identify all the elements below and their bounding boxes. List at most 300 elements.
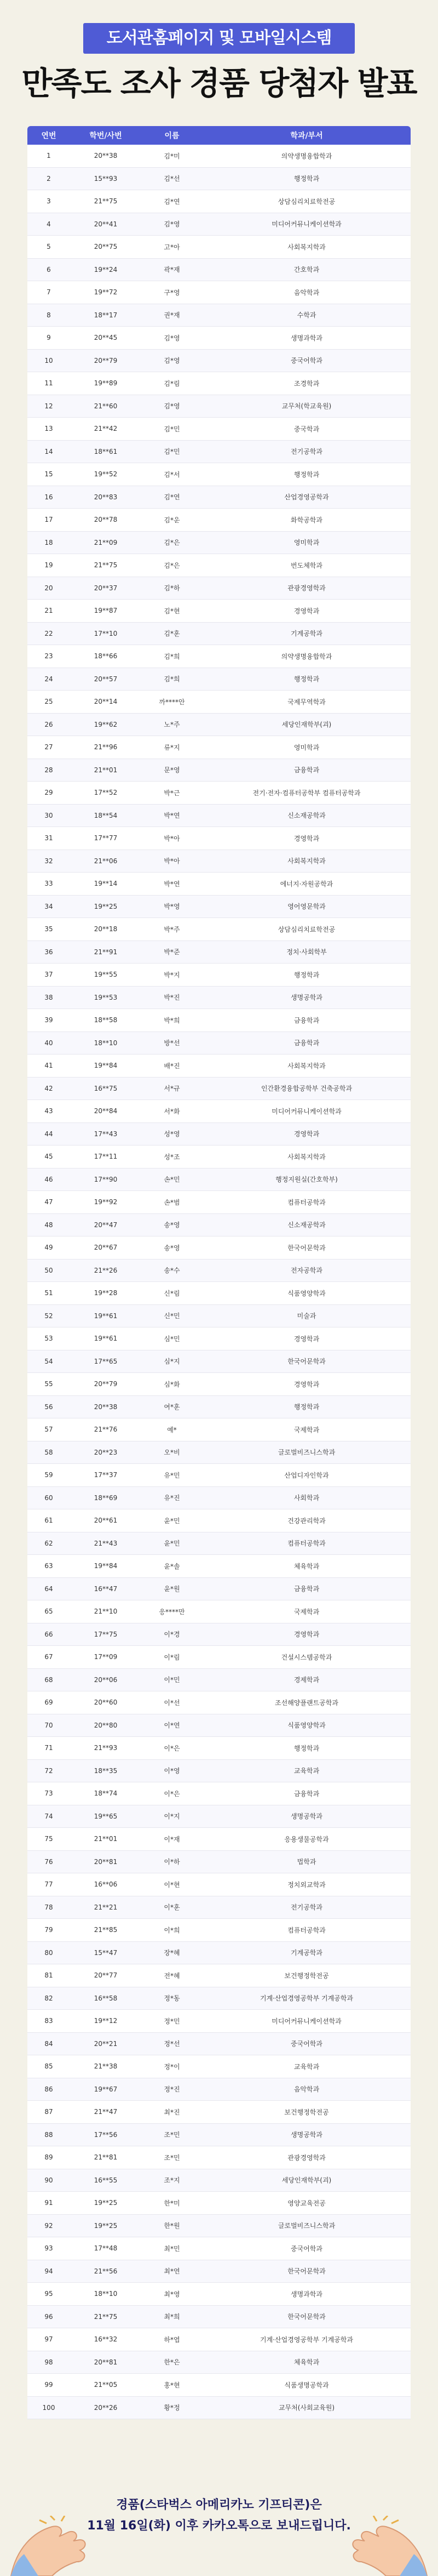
cell-department: 전기공학과	[203, 1896, 411, 1919]
cell-name: 유*진	[141, 1486, 203, 1509]
table-row	[27, 1668, 411, 1691]
table-row	[27, 395, 411, 418]
cell-department: 교육학과	[203, 1759, 411, 1782]
cell-department: 중국어학과	[203, 349, 411, 372]
table-row	[27, 213, 411, 236]
cell-name: 김*서	[141, 463, 203, 486]
cell-name: 류*지	[141, 736, 203, 759]
cell-number: 70	[27, 1714, 70, 1737]
page-subtitle: 도서관홈페이지 및 모바일시스템	[83, 23, 355, 54]
cell-student-id: 19**61	[70, 1327, 141, 1350]
cell-name: 이*재	[141, 1828, 203, 1851]
cell-department: 인간환경융합공학부 건축공학과	[203, 1077, 411, 1100]
cell-student-id: 20**81	[70, 1850, 141, 1873]
cell-name: 박*진	[141, 986, 203, 1009]
table-row	[27, 1964, 411, 1987]
cell-department: 행정지원실(간호학부)	[203, 1168, 411, 1191]
cell-number: 52	[27, 1304, 70, 1327]
cell-name: 이*하	[141, 1850, 203, 1873]
cell-department: 국제학과	[203, 1418, 411, 1441]
cell-name: 김*림	[141, 372, 203, 395]
cell-number: 99	[27, 2374, 70, 2397]
left-hand-icon	[11, 2516, 85, 2576]
cell-department: 체육학과	[203, 1555, 411, 1578]
cell-number: 14	[27, 440, 70, 463]
cell-number: 51	[27, 1282, 70, 1305]
cell-number: 45	[27, 1145, 70, 1169]
cell-student-id: 17**56	[70, 2123, 141, 2146]
cell-number: 77	[27, 1873, 70, 1896]
column-header-department: 학과/부서	[203, 126, 411, 145]
cell-number: 75	[27, 1828, 70, 1851]
cell-name: 정*진	[141, 2078, 203, 2101]
cell-name: 성*조	[141, 1145, 203, 1169]
cell-student-id: 20**83	[70, 486, 141, 509]
cell-name: 김*영	[141, 349, 203, 372]
cell-student-id: 20**18	[70, 918, 141, 941]
cell-name: 이*훈	[141, 1896, 203, 1919]
cell-department: 중국어학과	[203, 2237, 411, 2260]
cell-department: 미술과	[203, 1304, 411, 1327]
table-row	[27, 577, 411, 600]
cell-department: 법학과	[203, 1850, 411, 1873]
cell-name: 김*운	[141, 509, 203, 532]
cell-department: 정치·사회학부	[203, 941, 411, 964]
cell-name: 황*정	[141, 2396, 203, 2419]
cell-student-id: 17**77	[70, 827, 141, 850]
table-row	[27, 1418, 411, 1441]
table-row	[27, 531, 411, 554]
cell-number: 16	[27, 486, 70, 509]
cell-number: 67	[27, 1646, 70, 1669]
winners-table	[27, 126, 411, 2419]
cell-department: 생명공학과	[203, 2123, 411, 2146]
table-row	[27, 1259, 411, 1282]
cell-department: 금융학과	[203, 1031, 411, 1055]
cell-number: 41	[27, 1055, 70, 1078]
cell-student-id: 16**55	[70, 2169, 141, 2192]
cell-name: 송*수	[141, 1259, 203, 1282]
cell-department: 금융학과	[203, 1782, 411, 1805]
cell-department: 기계공학과	[203, 622, 411, 645]
cell-name: 박*연	[141, 873, 203, 896]
cell-student-id: 21**93	[70, 1737, 141, 1760]
cell-department: 미디어커뮤니케이션학과	[203, 2010, 411, 2033]
cell-number: 44	[27, 1122, 70, 1145]
right-hand-icon	[353, 2516, 427, 2576]
cell-student-id: 20**37	[70, 577, 141, 600]
cell-name: 이*은	[141, 1782, 203, 1805]
cell-department: 전기공학과	[203, 440, 411, 463]
cell-name: 최*영	[141, 2283, 203, 2306]
cell-student-id: 17**11	[70, 1145, 141, 1169]
table-row	[27, 258, 411, 281]
cell-student-id: 21**09	[70, 531, 141, 554]
cell-number: 37	[27, 964, 70, 987]
cell-student-id: 21**91	[70, 941, 141, 964]
cell-name: 이*민	[141, 1668, 203, 1691]
cell-department: 산업디자인학과	[203, 1464, 411, 1487]
cell-department: 경영학과	[203, 1122, 411, 1145]
cell-student-id: 17**48	[70, 2237, 141, 2260]
cell-name: 조*민	[141, 2123, 203, 2146]
cell-number: 34	[27, 895, 70, 918]
cell-name: 김*훈	[141, 622, 203, 645]
cell-number: 3	[27, 190, 70, 213]
cell-number: 66	[27, 1623, 70, 1646]
cell-department: 세당인재학부(괴)	[203, 713, 411, 736]
cell-department: 번도체학과	[203, 554, 411, 577]
cell-student-id: 16**75	[70, 1077, 141, 1100]
cell-student-id: 20**06	[70, 1668, 141, 1691]
cell-name: 한*미	[141, 2192, 203, 2215]
cell-student-id: 16**06	[70, 1873, 141, 1896]
cell-number: 63	[27, 1555, 70, 1578]
cell-student-id: 21**06	[70, 850, 141, 873]
cell-student-id: 19**25	[70, 2192, 141, 2215]
cell-department: 의약생명융합학과	[203, 145, 411, 167]
cell-student-id: 19**92	[70, 1191, 141, 1214]
cell-student-id: 18**58	[70, 1009, 141, 1032]
cell-name: 정*동	[141, 1987, 203, 2010]
cell-name: 이*선	[141, 1691, 203, 1714]
table-row	[27, 281, 411, 304]
cell-name: 신*림	[141, 1282, 203, 1305]
page-title: 만족도 조사 경품 당첨자 발표	[21, 65, 417, 102]
cell-department: 상담심리치료학전공	[203, 190, 411, 213]
cell-number: 27	[27, 736, 70, 759]
cell-department: 관광경영학과	[203, 2146, 411, 2169]
cell-student-id: 17**37	[70, 1464, 141, 1487]
table-row	[27, 1509, 411, 1532]
cell-number: 15	[27, 463, 70, 486]
cell-department: 의약생명융합학과	[203, 645, 411, 668]
cell-student-id: 21**75	[70, 190, 141, 213]
cell-student-id: 18**74	[70, 1782, 141, 1805]
cell-name: 송*영	[141, 1236, 203, 1259]
table-row	[27, 372, 411, 395]
cell-name: 최*민	[141, 2237, 203, 2260]
cell-number: 40	[27, 1031, 70, 1055]
cell-student-id: 19**84	[70, 1055, 141, 1078]
cell-number: 38	[27, 986, 70, 1009]
cell-name: 심*화	[141, 1373, 203, 1396]
cell-department: 생명과학과	[203, 327, 411, 350]
cell-number: 73	[27, 1782, 70, 1805]
cell-department: 사회학과	[203, 1486, 411, 1509]
table-row	[27, 2146, 411, 2169]
cell-name: 곽*재	[141, 258, 203, 281]
cell-name: 손*민	[141, 1168, 203, 1191]
cell-number: 56	[27, 1395, 70, 1418]
cell-student-id: 19**65	[70, 1805, 141, 1828]
cell-department: 행정학과	[203, 463, 411, 486]
cell-department: 글로벌비즈니스학과	[203, 1441, 411, 1464]
cell-student-id: 20**81	[70, 2351, 141, 2374]
table-row	[27, 2055, 411, 2078]
cell-name: 김*하	[141, 577, 203, 600]
cell-student-id: 19**24	[70, 258, 141, 281]
cell-name: 김*영	[141, 395, 203, 418]
table-row	[27, 2396, 411, 2419]
cell-number: 72	[27, 1759, 70, 1782]
table-row	[27, 2010, 411, 2033]
table-row	[27, 964, 411, 987]
table-row	[27, 1122, 411, 1145]
cell-student-id: 20**23	[70, 1441, 141, 1464]
cell-student-id: 21**75	[70, 554, 141, 577]
cell-number: 7	[27, 281, 70, 304]
cell-department: 사회복지학과	[203, 1145, 411, 1169]
cell-number: 6	[27, 258, 70, 281]
cell-number: 97	[27, 2328, 70, 2351]
table-row	[27, 1919, 411, 1942]
cell-student-id: 20**60	[70, 1691, 141, 1714]
cell-student-id: 16**58	[70, 1987, 141, 2010]
cell-name: 박*연	[141, 804, 203, 827]
cell-name: 고*아	[141, 236, 203, 259]
cell-department: 건설시스템공학과	[203, 1646, 411, 1669]
table-row	[27, 2328, 411, 2351]
cell-number: 84	[27, 2032, 70, 2055]
cell-student-id: 18**35	[70, 1759, 141, 1782]
cell-name: 박*아	[141, 827, 203, 850]
cell-number: 46	[27, 1168, 70, 1191]
cell-number: 65	[27, 1600, 70, 1623]
table-row	[27, 2237, 411, 2260]
cell-name: 이*연	[141, 1714, 203, 1737]
cell-student-id: 17**90	[70, 1168, 141, 1191]
cell-number: 32	[27, 850, 70, 873]
cell-name: 윤*민	[141, 1509, 203, 1532]
cell-number: 36	[27, 941, 70, 964]
cell-number: 95	[27, 2283, 70, 2306]
cell-student-id: 18**10	[70, 1031, 141, 1055]
cell-name: 김*영	[141, 213, 203, 236]
cell-student-id: 16**47	[70, 1577, 141, 1600]
cell-number: 30	[27, 804, 70, 827]
table-row	[27, 1441, 411, 1464]
table-row	[27, 759, 411, 782]
cell-name: 박*지	[141, 964, 203, 987]
table-row	[27, 1236, 411, 1259]
cell-name: 이*지	[141, 1805, 203, 1828]
cell-department: 한국어문학과	[203, 1350, 411, 1373]
cell-number: 90	[27, 2169, 70, 2192]
cell-student-id: 20**14	[70, 691, 141, 714]
cell-department: 식품생명공학과	[203, 2374, 411, 2397]
cell-name: 박*희	[141, 1009, 203, 1032]
cell-student-id: 19**25	[70, 2214, 141, 2237]
cell-name: 김*선	[141, 167, 203, 190]
cell-number: 13	[27, 418, 70, 441]
cell-number: 57	[27, 1418, 70, 1441]
cell-name: 김*연	[141, 190, 203, 213]
cell-name: 최*희	[141, 2305, 203, 2328]
table-row	[27, 440, 411, 463]
cell-name: 최*연	[141, 2260, 203, 2283]
cell-student-id: 21**26	[70, 1259, 141, 1282]
cell-name: 노*주	[141, 713, 203, 736]
table-row	[27, 827, 411, 850]
cell-department: 보건행정학전공	[203, 2101, 411, 2124]
cell-department: 상담심리치료학전공	[203, 918, 411, 941]
cell-student-id: 17**65	[70, 1350, 141, 1373]
cell-department: 국제무역학과	[203, 691, 411, 714]
cell-department: 정치외교학과	[203, 1873, 411, 1896]
cell-student-id: 20**61	[70, 1509, 141, 1532]
cell-name: 유*민	[141, 1464, 203, 1487]
cell-department: 기계공학과	[203, 1941, 411, 1964]
cell-name: 신*민	[141, 1304, 203, 1327]
cell-number: 20	[27, 577, 70, 600]
cell-department: 보건행정학전공	[203, 1964, 411, 1987]
cell-department: 음악학과	[203, 281, 411, 304]
cell-student-id: 20**78	[70, 509, 141, 532]
cell-department: 체육학과	[203, 2351, 411, 2374]
table-row	[27, 2032, 411, 2055]
cell-student-id: 20**57	[70, 668, 141, 691]
table-row	[27, 1941, 411, 1964]
cell-number: 35	[27, 918, 70, 941]
cell-name: 문*영	[141, 759, 203, 782]
cell-department: 경영학과	[203, 1327, 411, 1350]
cell-student-id: 20**47	[70, 1213, 141, 1236]
table-row	[27, 2214, 411, 2237]
cell-name: 정*민	[141, 2010, 203, 2033]
table-row	[27, 1464, 411, 1487]
cell-number: 10	[27, 349, 70, 372]
cell-number: 96	[27, 2305, 70, 2328]
cell-number: 80	[27, 1941, 70, 1964]
cell-name: 김*영	[141, 327, 203, 350]
cell-number: 25	[27, 691, 70, 714]
table-row	[27, 554, 411, 577]
cell-number: 21	[27, 600, 70, 623]
cell-student-id: 19**52	[70, 463, 141, 486]
cell-student-id: 18**10	[70, 2283, 141, 2306]
cell-student-id: 20**41	[70, 213, 141, 236]
cell-student-id: 19**25	[70, 895, 141, 918]
table-row	[27, 2123, 411, 2146]
cell-number: 76	[27, 1850, 70, 1873]
cell-name: 이*영	[141, 1759, 203, 1782]
cell-name: 심*민	[141, 1327, 203, 1350]
cell-number: 53	[27, 1327, 70, 1350]
table-row	[27, 327, 411, 350]
table-row	[27, 1623, 411, 1646]
cell-number: 82	[27, 1987, 70, 2010]
table-row	[27, 1532, 411, 1555]
cell-number: 26	[27, 713, 70, 736]
table-row	[27, 1304, 411, 1327]
cell-student-id: 21**01	[70, 759, 141, 782]
cell-name: 손*범	[141, 1191, 203, 1214]
cell-name: 김*은	[141, 554, 203, 577]
cell-student-id: 21**96	[70, 736, 141, 759]
cell-student-id: 21**01	[70, 1828, 141, 1851]
cell-number: 19	[27, 554, 70, 577]
cell-student-id: 16**32	[70, 2328, 141, 2351]
cell-number: 23	[27, 645, 70, 668]
cell-name: 김*연	[141, 486, 203, 509]
table-row	[27, 1850, 411, 1873]
table-row	[27, 1828, 411, 1851]
table-row	[27, 1168, 411, 1191]
cell-department: 컴퓨터공학과	[203, 1919, 411, 1942]
cell-student-id: 21**43	[70, 1532, 141, 1555]
cell-number: 49	[27, 1236, 70, 1259]
cell-name: 홍*현	[141, 2374, 203, 2397]
cell-department: 사회복지학과	[203, 236, 411, 259]
cell-number: 55	[27, 1373, 70, 1396]
table-row	[27, 2351, 411, 2374]
table-row	[27, 941, 411, 964]
cell-name: 심*지	[141, 1350, 203, 1373]
cell-department: 금융학과	[203, 759, 411, 782]
cell-student-id: 19**14	[70, 873, 141, 896]
cell-student-id: 17**43	[70, 1122, 141, 1145]
cell-name: 윤*민	[141, 1532, 203, 1555]
cell-name: 박*준	[141, 941, 203, 964]
cell-name: 김*희	[141, 668, 203, 691]
cell-name: 윤*솔	[141, 1555, 203, 1578]
cell-student-id: 20**75	[70, 236, 141, 259]
table-row	[27, 1737, 411, 1760]
cell-department: 영어영문학과	[203, 895, 411, 918]
cell-number: 58	[27, 1441, 70, 1464]
table-row	[27, 622, 411, 645]
cell-number: 92	[27, 2214, 70, 2237]
cell-department: 영미학과	[203, 736, 411, 759]
cell-student-id: 20**26	[70, 2396, 141, 2419]
cell-department: 식품영양학과	[203, 1282, 411, 1305]
cell-student-id: 21**10	[70, 1600, 141, 1623]
cell-student-id: 20**45	[70, 327, 141, 350]
table-row	[27, 1896, 411, 1919]
cell-number: 43	[27, 1100, 70, 1123]
cell-department: 교육학과	[203, 2055, 411, 2078]
cell-student-id: 15**47	[70, 1941, 141, 1964]
cell-department: 행정학과	[203, 964, 411, 987]
cell-student-id: 20**38	[70, 1395, 141, 1418]
table-row	[27, 486, 411, 509]
cell-number: 48	[27, 1213, 70, 1236]
cell-student-id: 19**84	[70, 1555, 141, 1578]
table-header-row	[27, 126, 411, 145]
table-row	[27, 850, 411, 873]
cell-number: 89	[27, 2146, 70, 2169]
table-row	[27, 2169, 411, 2192]
table-row	[27, 1600, 411, 1623]
cell-name: 예*	[141, 1418, 203, 1441]
cell-student-id: 17**75	[70, 1623, 141, 1646]
cell-number: 78	[27, 1896, 70, 1919]
cell-name: 응****만	[141, 1600, 203, 1623]
cell-department: 영양교육전공	[203, 2192, 411, 2215]
cell-number: 17	[27, 509, 70, 532]
cell-student-id: 18**69	[70, 1486, 141, 1509]
cell-name: 김*미	[141, 145, 203, 167]
cell-department: 금융학과	[203, 1577, 411, 1600]
cell-student-id: 20**77	[70, 1964, 141, 1987]
cell-number: 2	[27, 167, 70, 190]
table-row	[27, 1191, 411, 1214]
cell-student-id: 21**81	[70, 2146, 141, 2169]
cell-number: 28	[27, 759, 70, 782]
cell-department: 사회복지학과	[203, 1055, 411, 1078]
table-row	[27, 1145, 411, 1169]
